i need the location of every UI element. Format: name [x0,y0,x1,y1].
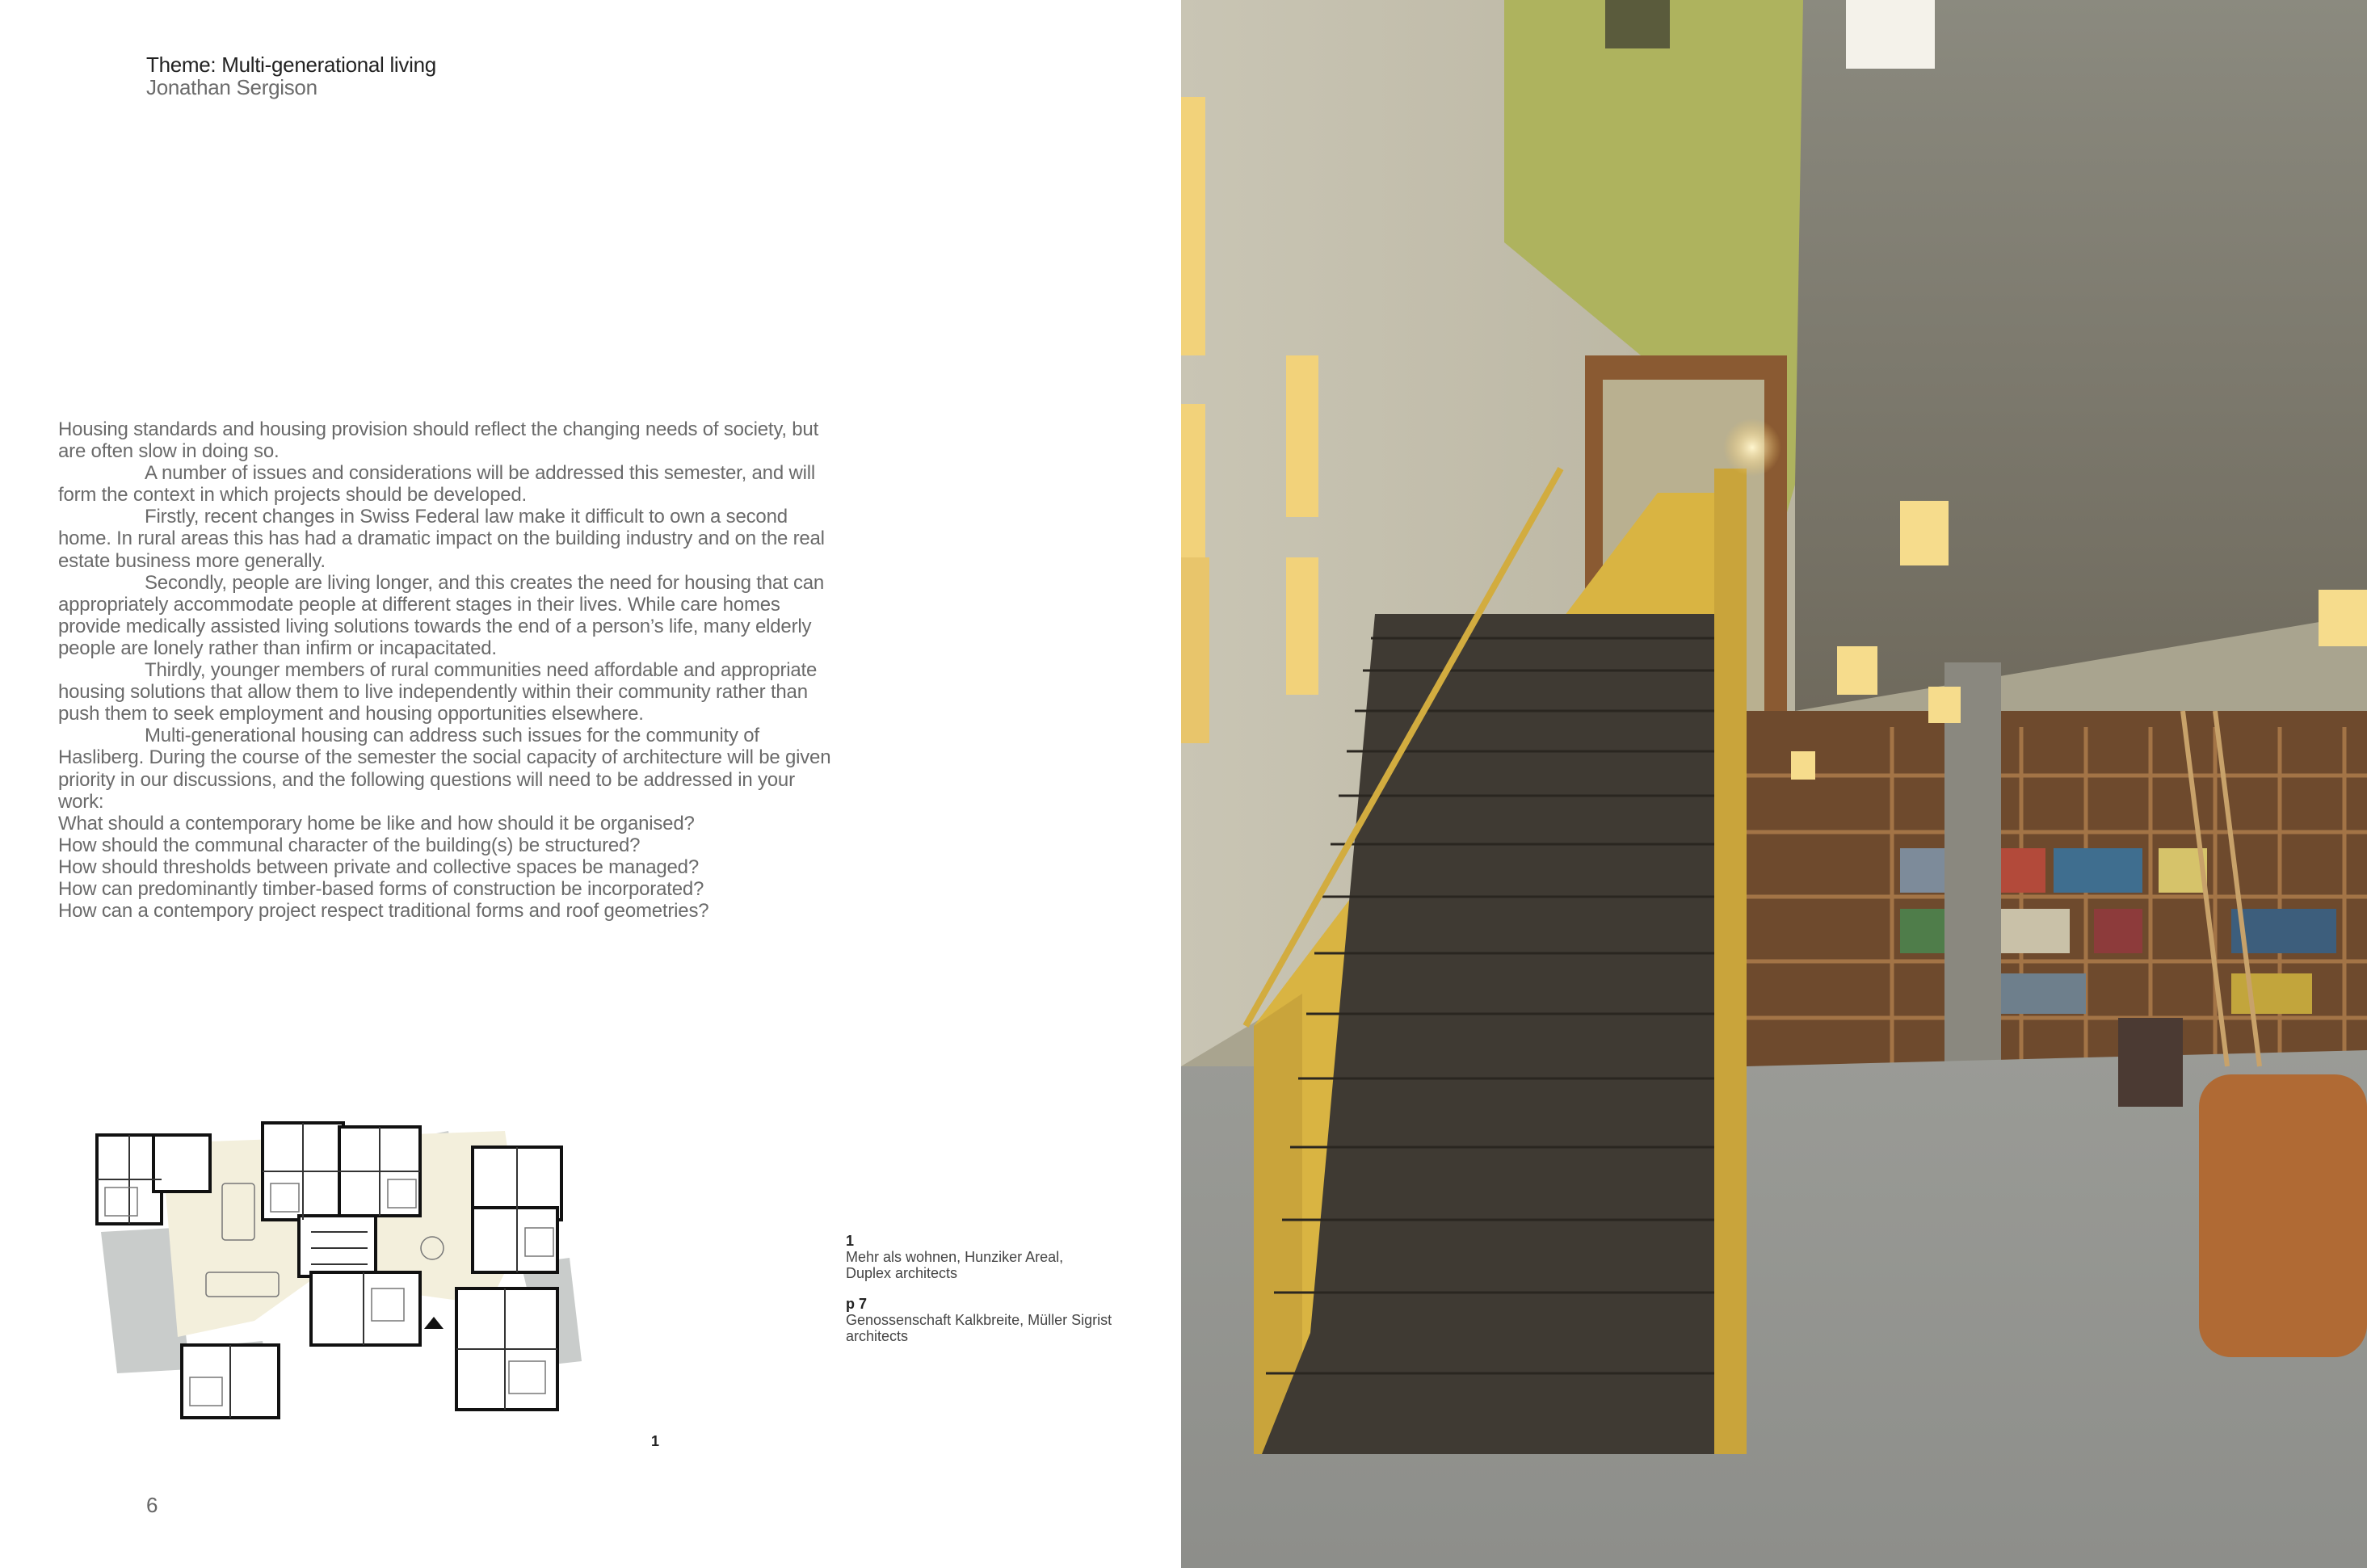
theme-title: Theme: Multi-generational living [146,53,436,77]
photo-green-beam [1605,0,1670,48]
plan-apartment [473,1208,557,1272]
floor-plan-drawing [69,1070,602,1426]
question: How can a contempory project respect traditional forms and roof geometries? [58,900,709,923]
photo-armchair [2118,1018,2183,1107]
right-page [1181,0,2367,1568]
photo-skylight [1846,0,1935,69]
question: How can predominantly timber-based forms of construction be incorporated? [58,877,704,900]
caption-block [846,1233,1112,1344]
author-name: Jonathan Sergison [146,75,317,99]
paragraph: Thirdly, younger members of rural communities need affordable and appropriate housing solutions that allow them to live independently within their community rather than push them to seek employment and housing opportunities elsewhere. [58,659,818,725]
page-number: 6 [146,1493,158,1517]
plan-apartment [153,1135,210,1192]
photo-leather-sofa [2199,1074,2367,1357]
paragraph: A number of issues and considerations will be addressed this semester, and will form the context in which projects should be developed. [58,462,815,507]
plan-entrance-arrow [424,1317,444,1329]
caption-number: p 7 [846,1296,868,1312]
photo-column [1944,662,2001,1123]
caption-number: 1 [846,1233,855,1249]
header [146,53,436,99]
left-page [0,0,1181,1568]
paragraph: Secondly, people are living longer, and this creates the need for housing that can appropriately accommodate people at different stages in their lives. While care homes provide medically assisted living solutions towards the end of a person’s life, many elderly people are lonely rather than infirm or incapacitated. [58,571,825,659]
question: How should thresholds between private and collective spaces be managed? [58,855,699,878]
paragraph: Firstly, recent changes in Swiss Federal law make it difficult to own a second home. In rural areas this has had a dramatic impact on the building industry and on the real estate business more generally. [58,506,825,572]
interior-photo [1181,0,2367,1568]
photo-library-wall [1747,711,2367,1091]
photo-ceiling [1795,0,2367,711]
body-text [58,418,834,922]
paragraph: Multi-generational housing can address such issues for the community of Hasliberg. During the course of the semester the social capacity of architecture will be given priority in our discussions, and the following questions will need to be addressed in your work: [58,725,831,813]
plan-core [299,1216,376,1276]
question: How should the communal character of the building(s) be structured? [58,834,641,856]
figure-label: 1 [651,1433,660,1449]
photo-stair-post [1714,469,1747,1454]
paragraph: Housing standards and housing provision should reflect the changing needs of society, but are often slow in doing so. [58,418,819,463]
caption-text: Mehr als wohnen, Hunziker Areal, Duplex architects [846,1249,1064,1281]
caption-text: Genossenschaft Kalkbreite, Müller Sigrist architects [846,1312,1112,1344]
question: What should a contemporary home be like and how should it be organised? [58,812,695,834]
